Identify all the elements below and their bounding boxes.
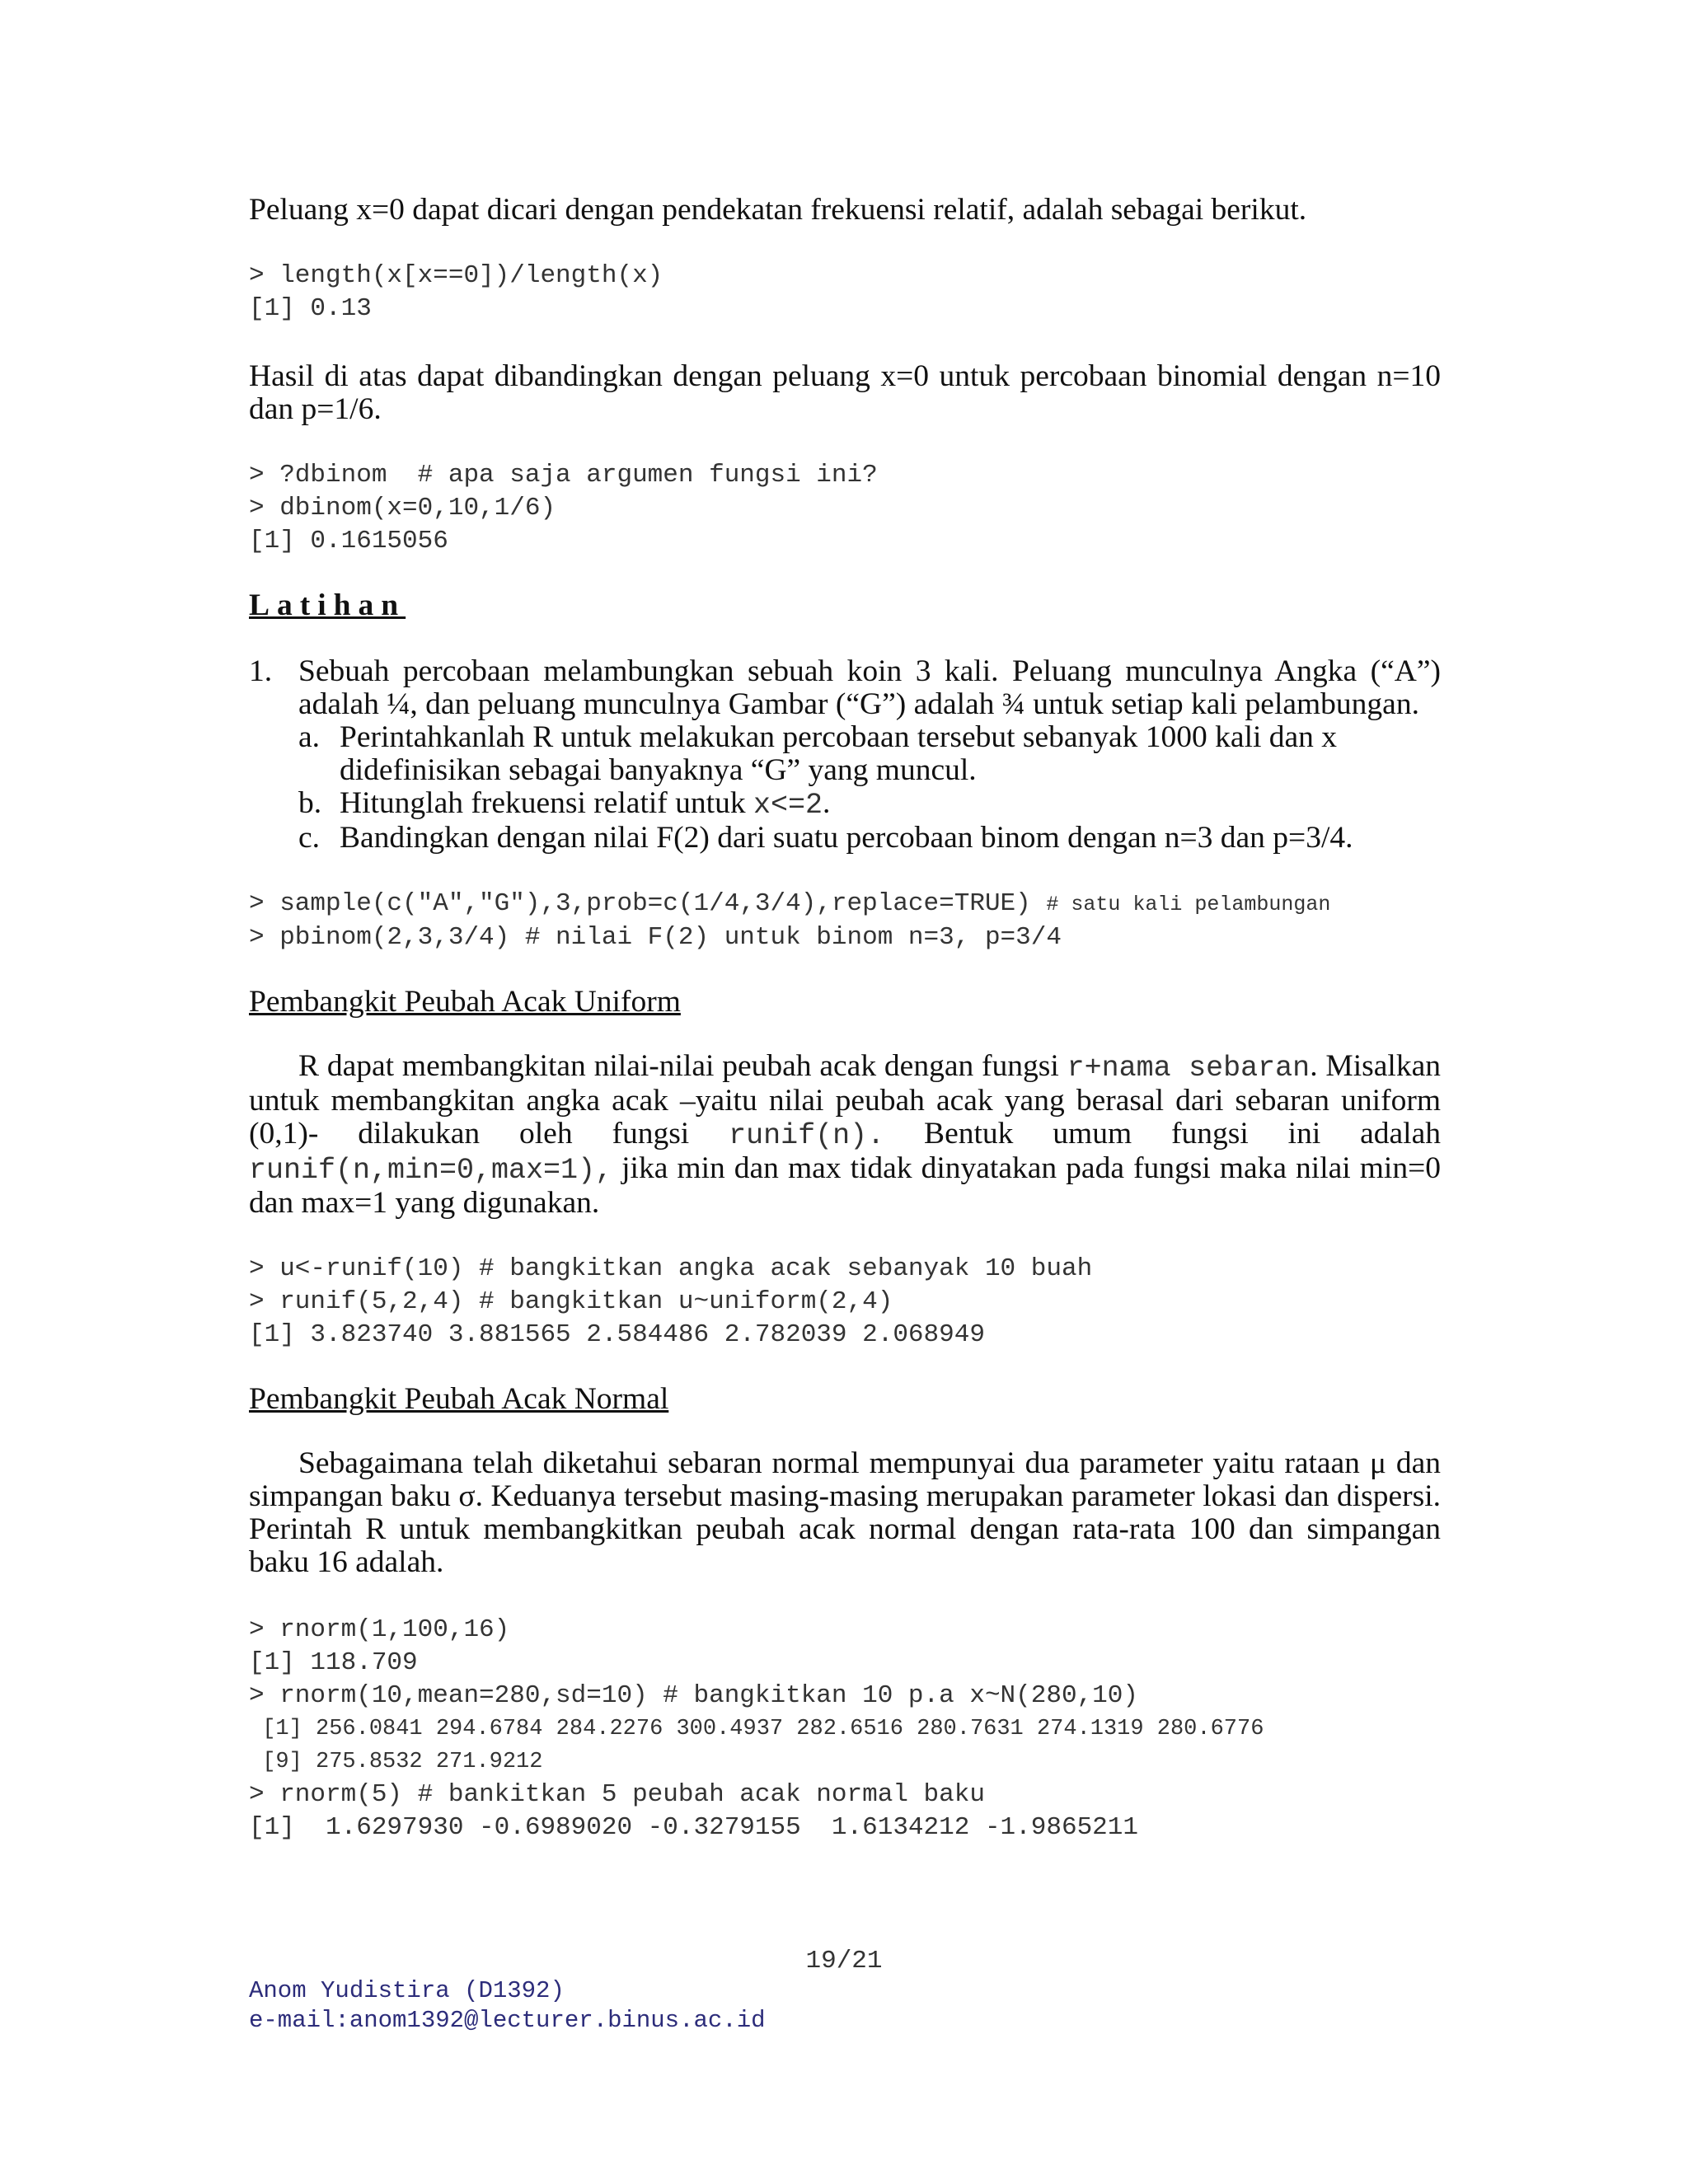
sub-text: Hitunglah frekuensi relatif untuk: [340, 786, 753, 820]
normal-paragraph: Sebagaimana telah diketahui sebaran normal mempunyai dua parameter yaitu rataan μ dan simpangan baku σ. Keduanya tersebut masing-masing merupakan parameter lokasi dan dispersi. Perintah R untuk membangkitkan peubah acak normal dengan rata-rata 100 dan simpangan baku 16 adalah.: [249, 1446, 1441, 1579]
sub-text: Perintahkanlah R untuk melakukan percobaan tersebut sebanyak 1000 kali dan x didefinisikan sebagai banyaknya “G” yang muncul.: [340, 720, 1338, 787]
code-line: > u<-runif(10) # bangkitkan angka acak sebanyak 10 buah: [249, 1254, 1093, 1283]
code-line: > rnorm(5) # bankitkan 5 peubah acak normal baku: [249, 1780, 985, 1809]
code-output: [1] 0.1615056: [249, 527, 448, 555]
exercise-sub-a: [298, 721, 1441, 787]
exercise-text: Sebuah percobaan melambungkan sebuah koin 3 kali. Peluang munculnya Angka (“A”) adalah ¼, dan peluang munculnya Gambar (“G”) adalah ¾ untuk setiap kali pelambungan.: [298, 654, 1441, 721]
uniform-paragraph: R dapat membangkitan nilai-nilai peubah acak dengan fungsi r+nama sebaran. Misalkan untuk membangkitan angka acak –yaitu nilai peubah acak yang berasal dari sebaran uniform (0,1)- dilakukan oleh fungsi runif(n). Bentuk umum fungsi ini adalah runif(n,min=0,max=1), jika min dan max tidak dinyatakan pada fungsi maka nilai min=0 dan max=1 yang digunakan.: [249, 1049, 1441, 1220]
compare-paragraph: Hasil di atas dapat dibandingkan dengan peluang x=0 untuk percobaan binomial dengan n=10 dan p=1/6.: [249, 359, 1441, 426]
sub-label: a.: [298, 720, 321, 754]
code-output: [9] 275.8532 271.9212: [249, 1750, 543, 1774]
code-line: > sample(c("A","G"),3,prob=c(1/4,3/4),replace=TRUE) # satu kali pelambungan: [249, 889, 1331, 918]
latihan-heading: Latihan: [249, 588, 406, 622]
footer-email: e-mail:anom1392@lecturer.binus.ac.id: [249, 2007, 766, 2034]
footer: [249, 1976, 766, 2036]
intro-paragraph: Peluang x=0 dapat dicari dengan pendekatan frekuensi relatif, adalah sebagai berikut.: [249, 193, 1307, 227]
sub-label: b.: [298, 786, 322, 820]
inline-code: runif(n,min=0,max=1),: [249, 1154, 613, 1187]
code-line: > rnorm(1,100,16): [249, 1615, 510, 1644]
page-number: 19/21: [805, 1947, 883, 1975]
exercise-sub-b: [298, 787, 1441, 822]
footer-author: Anom Yudistira (D1392): [249, 1977, 565, 2004]
sub-label: c.: [298, 821, 321, 855]
code-line: > runif(5,2,4) # bangkitkan u~uniform(2,4): [249, 1287, 893, 1316]
code-output: [1] 1.6297930 -0.6989020 -0.3279155 1.6134212 -1.9865211: [249, 1813, 1138, 1842]
inline-code: x<=2: [753, 789, 823, 822]
code-output: [1] 118.709: [249, 1648, 418, 1677]
code-line: > dbinom(x=0,10,1/6): [249, 494, 556, 523]
page-content: [249, 194, 1441, 1844]
inline-code: r+nama sebaran: [1067, 1052, 1311, 1085]
inline-code: runif(n).: [729, 1119, 885, 1152]
exercise-item: [249, 655, 1441, 855]
sub-text-end: .: [822, 786, 831, 820]
uniform-heading: Pembangkit Peubah Acak Uniform: [249, 985, 681, 1019]
code-output: [1] 256.0841 294.6784 284.2276 300.4937 282.6516 280.7631 274.1319 280.6776: [249, 1717, 1264, 1741]
code-comment: # satu kali pelambungan: [1046, 893, 1331, 916]
code-line: > pbinom(2,3,3/4) # nilai F(2) untuk binom n=3, p=3/4: [249, 923, 1062, 952]
exercise-sub-c: [298, 822, 1441, 855]
code-line: > ?dbinom # apa saja argumen fungsi ini?: [249, 461, 878, 490]
code-output: [1] 0.13: [249, 294, 372, 323]
exercise-number: 1.: [249, 654, 273, 688]
code-output: [1] 3.823740 3.881565 2.584486 2.782039 2.068949: [249, 1320, 985, 1349]
code-line: > rnorm(10,mean=280,sd=10) # bangkitkan 10 p.a x~N(280,10): [249, 1681, 1138, 1710]
sub-text: Bandingkan dengan nilai F(2) dari suatu percobaan binom dengan n=3 dan p=3/4.: [340, 821, 1353, 855]
normal-heading: Pembangkit Peubah Acak Normal: [249, 1382, 669, 1416]
code-line: > length(x[x==0])/length(x): [249, 261, 663, 290]
